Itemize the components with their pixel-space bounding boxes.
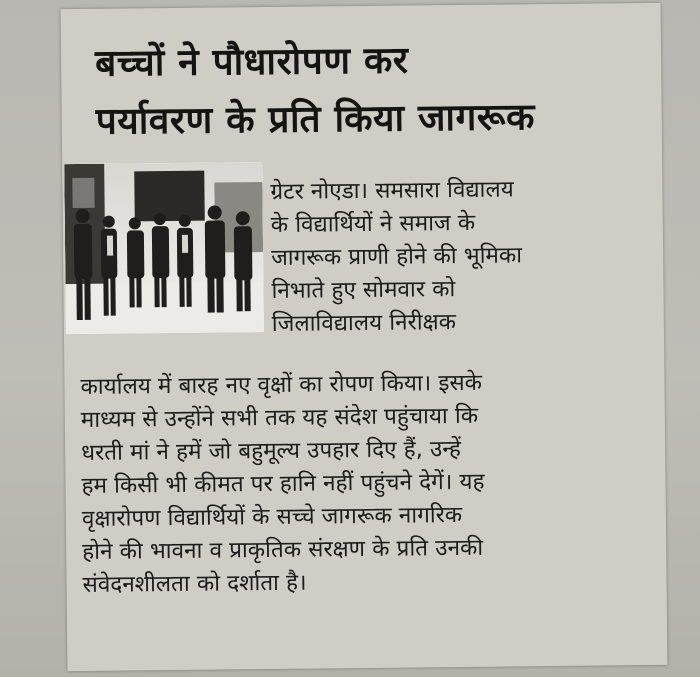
article-photo: [64, 162, 264, 334]
headline-line-1: बच्चों ने पौधारोपण कर: [94, 38, 409, 85]
body-text-line: कार्यालय में बारह नए वृक्षों का रोपण किया। इसके: [80, 369, 483, 400]
body-text-line: जागरूक प्राणी होने की भूमिका: [271, 242, 523, 271]
body-text-line: धरती मां ने हमें जो बहुमूल्य उपहार दिए हैं, उन्हें: [81, 435, 462, 466]
body-text-line: संवेदनशीलता को दर्शाता है।: [82, 569, 307, 598]
body-text-line: होने की भावना व प्राकृतिक संरक्षण के प्रति उनकी: [82, 534, 484, 565]
headline: [95, 29, 656, 151]
newspaper-clipping: [61, 3, 668, 671]
body-text-line: के विद्यार्थियों ने समाज के: [270, 209, 476, 238]
body-text-line: वृक्षारोपण विद्यार्थियों के सच्चे जागरूक नागरिक: [81, 501, 463, 532]
body-text-line: ग्रेटर नोएडा। समसारा विद्यालय: [270, 176, 514, 205]
body-text-line: निभाते हुए सोमवार को: [271, 276, 456, 304]
body-text-line: हम किसी भी कीमत पर हानि नहीं पहुंचने देगें। यह: [81, 468, 485, 499]
body-text-line: माध्यम से उन्होंने सभी तक यह संदेश पहुंचाया कि: [80, 402, 479, 433]
body-text-line: जिलाविद्यालय निरीक्षक: [271, 309, 457, 337]
group-photo-icon: [64, 162, 264, 334]
headline-line-2: पर्यावरण के प्रति किया जागरूक: [95, 95, 536, 143]
